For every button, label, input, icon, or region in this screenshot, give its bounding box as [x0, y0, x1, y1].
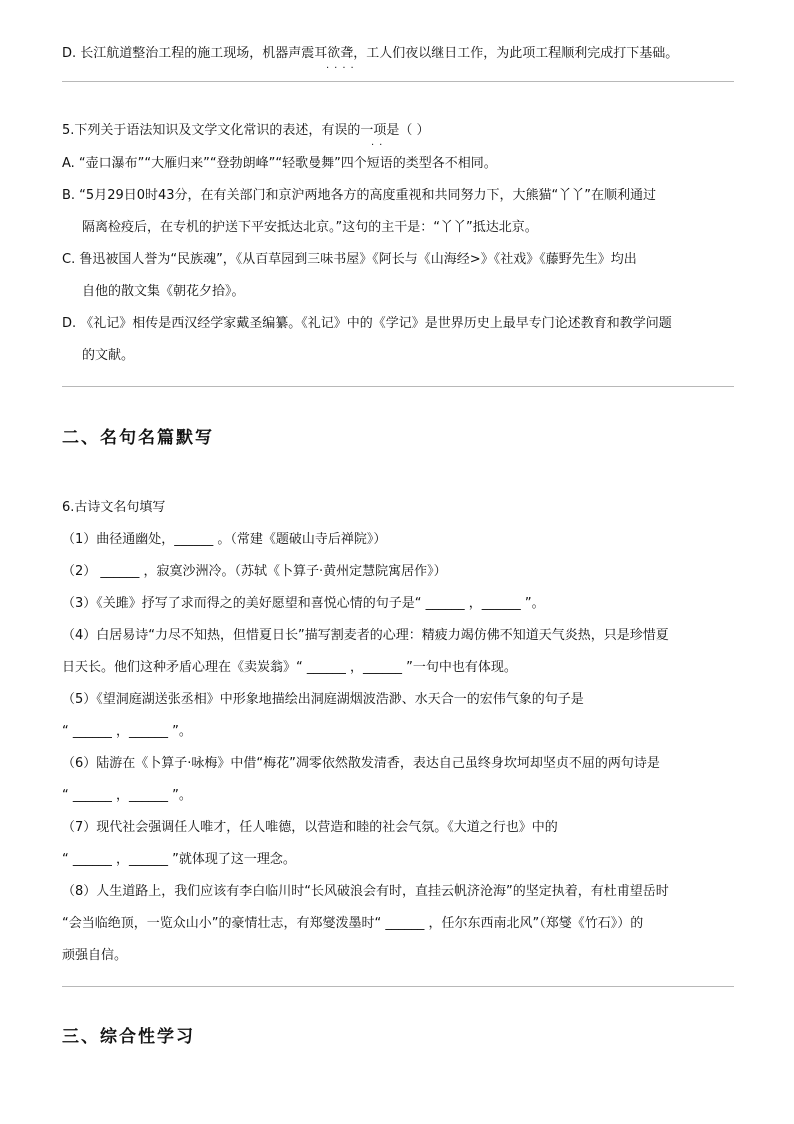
q6-stem: 6.古诗文名句填写: [62, 500, 166, 515]
emphasis-dots: ····: [326, 63, 359, 74]
q5-option-c: C. 鲁迅被国人誉为“民族魂”，《从百草园到三味书屋》《阿长与《山海经>》《社戏》《藤野先生》均出: [62, 252, 637, 267]
q6-item-4: （4）白居易诗“力尽不知热，但惜夏日长”描写割麦者的心理：精疲力竭仿佛不知道天气炎热，只是珍惜夏: [62, 628, 669, 643]
q5-option-b-cont: 隔离检疫后，在专机的护送下平安抵达北京。”这句的主干是：“丫丫”抵达北京。: [82, 220, 538, 235]
q5-option-a: A. “壶口瀑布”“大雁归来”“登勃朗峰”“轻歌曼舞”四个短语的类型各不相同。: [62, 156, 497, 171]
divider: [62, 986, 734, 987]
q6-item-6-cont: “ ______ ，______ ”。: [62, 788, 192, 803]
q5-option-c-cont: 自他的散文集《朝花夕拾》。: [82, 284, 245, 299]
q6-item-8: （8）人生道路上，我们应该有李白临川时“长风破浪会有时，直挂云帆济沧海”的坚定执着，有杜甫望岳时: [62, 884, 669, 899]
q4-option-d: D. 长江航道整治工程的施工现场，机器声震耳欲聋，工人们夜以继日工作，为此项工程顺利完成打下基础。: [62, 46, 679, 61]
q6-item-1: （1）曲径通幽处，______ 。（常建《题破山寺后禅院》）: [62, 532, 387, 547]
q6-item-7-cont: “ ______ ，______ ”就体现了这一理念。: [62, 852, 296, 867]
q6-item-6: （6）陆游在《卜算子·咏梅》中借“梅花”凋零依然散发清香，表达自己虽终身坎坷却坚贞不屈的两句诗是: [62, 756, 660, 771]
q5-stem: 5.下列关于语法知识及文学文化常识的表述，有误的一项是（ ）: [62, 123, 430, 138]
q6-item-7: （7）现代社会强调任人唯才，任人唯德，以营造和睦的社会气氛。《大道之行也》中的: [62, 820, 558, 835]
q5-option-d-cont: 的文献。: [82, 348, 135, 363]
q5-option-b: B. “5月29日0时43分，在有关部门和京沪两地各方的高度重视和共同努力下，大熊猫“丫丫”在顺利通过: [62, 188, 657, 203]
q6-item-4-cont: 日天长。他们这种矛盾心理在《卖炭翁》“ ______ ，______ ”一句中也有体现。: [62, 660, 517, 675]
q6-item-3: （3）《关雎》抒写了求而得之的美好愿望和喜悦心情的句子是“ ______ ，______ ”。: [62, 596, 545, 611]
q5-option-d: D. 《礼记》相传是西汉经学家戴圣编纂。《礼记》中的《学记》是世界历史上最早专门论述教育和教学问题: [62, 316, 672, 331]
section-title: 二、名句名篇默写: [62, 428, 214, 448]
q6-item-5-cont: “ ______ ，______ ”。: [62, 724, 192, 739]
q6-item-8-end: 顽强自信。: [62, 948, 128, 963]
q6-item-5: （5）《望洞庭湖送张丞相》中形象地描绘出洞庭湖烟波浩渺、水天合一的宏伟气象的句子是: [62, 692, 584, 707]
divider: [62, 386, 734, 387]
section-title: 三、综合性学习: [62, 1027, 195, 1047]
q6-item-8-cont: “会当临绝顶，一览众山小”的豪情壮志，有郑燮泼墨时“ ______ ，任尔东西南北风”（郑燮《竹石》）的: [62, 916, 644, 931]
q6-item-2: （2） ______ ，寂寞沙洲冷。（苏轼《卜算子·黄州定慧院寓居作》）: [62, 564, 447, 579]
emphasis-dots: ··: [371, 140, 388, 151]
divider: [62, 81, 734, 82]
